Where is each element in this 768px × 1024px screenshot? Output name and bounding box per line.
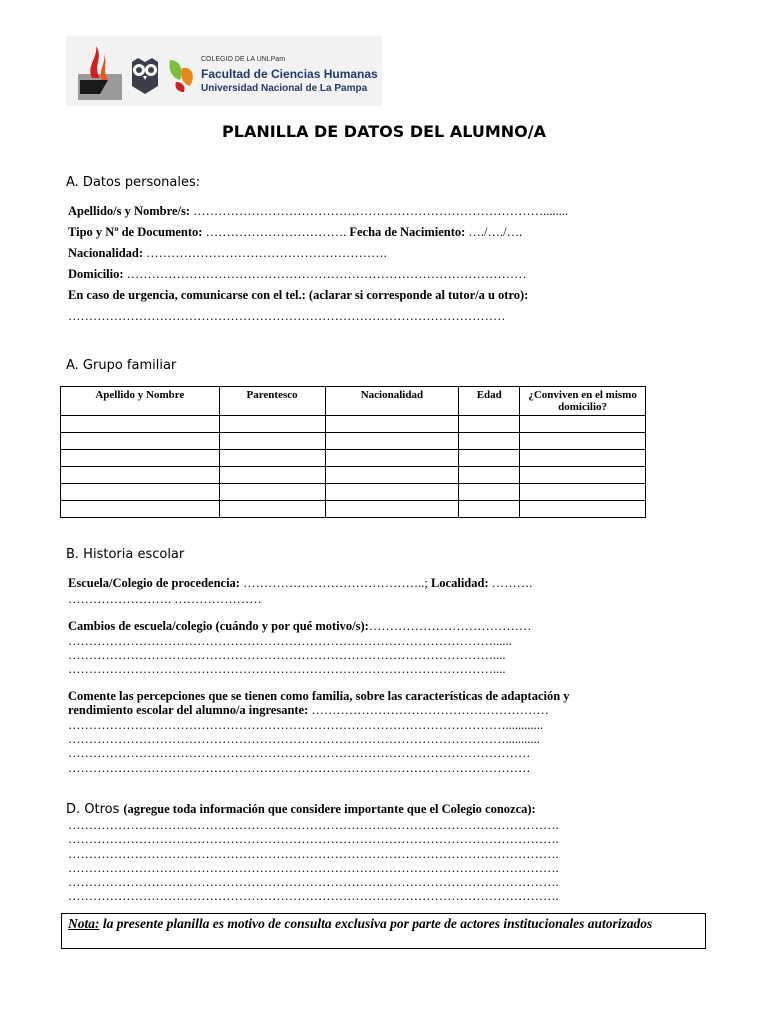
others-heading: D. Otros — [66, 802, 120, 817]
institution-small-label: COLEGIO DE LA UNLPam — [201, 56, 286, 63]
table-cell[interactable] — [520, 501, 646, 518]
table-cell[interactable] — [219, 433, 325, 450]
university-name: Universidad Nacional de La Pampa — [201, 83, 368, 94]
surname-field[interactable]: Apellido/s y Nombre/s: …………………………………………………………………………........ — [68, 204, 569, 218]
others-line[interactable]: ………………………………………………………………………………………………………. — [68, 847, 559, 861]
owl-logo-icon — [128, 56, 162, 94]
table-cell[interactable] — [61, 433, 220, 450]
school-changes-line[interactable]: ………………………………………………………………………………………….... — [68, 662, 506, 676]
nota-text: la presente planilla es motivo de consulta exclusiva por parte de actores institucionales autorizados — [99, 916, 653, 931]
table-row — [61, 433, 646, 450]
others-line[interactable]: ………………………………………………………………………………………………………. — [68, 875, 559, 889]
table-cell[interactable] — [520, 450, 646, 467]
table-row — [61, 467, 646, 484]
table-cell[interactable] — [459, 501, 520, 518]
table-cell[interactable] — [219, 467, 325, 484]
table-row — [61, 501, 646, 518]
table-cell[interactable] — [219, 450, 325, 467]
table-cell[interactable] — [520, 484, 646, 501]
perceptions-line[interactable]: ………………………………………………………………………………………………… — [68, 746, 531, 760]
table-cell[interactable] — [459, 416, 520, 433]
address-field[interactable]: Domicilio: …………………………………………………………………………………… — [68, 267, 527, 281]
table-cell[interactable] — [325, 433, 459, 450]
faculty-name: Facultad de Ciencias Humanas — [201, 67, 378, 81]
table-cell[interactable] — [459, 450, 520, 467]
table-cell[interactable] — [459, 484, 520, 501]
others-line[interactable]: ………………………………………………………………………………………………………. — [68, 861, 559, 875]
table-cell[interactable] — [219, 484, 325, 501]
table-row — [61, 450, 646, 467]
column-header: Apellido y Nombre — [61, 387, 220, 416]
origin-school-continuation[interactable]: ……………………. ………………… — [68, 592, 262, 606]
others-line[interactable]: ………………………………………………………………………………………………………. — [68, 818, 559, 832]
table-cell[interactable] — [325, 484, 459, 501]
perceptions-label: Comente las percepciones que se tienen como familia, sobre las características de adaptación y — [68, 689, 570, 703]
others-heading-row — [66, 800, 536, 818]
table-cell[interactable] — [61, 484, 220, 501]
column-header: Edad — [459, 387, 520, 416]
table-row — [61, 484, 646, 501]
school-changes-line[interactable]: …………………………………………………………………………………………...... — [68, 634, 512, 648]
family-table — [60, 386, 646, 518]
leaf-logo-icon — [166, 56, 196, 94]
table-cell[interactable] — [325, 501, 459, 518]
column-header: Nacionalidad — [325, 387, 459, 416]
page-title: PLANILLA DE DATOS DEL ALUMNO/A — [222, 122, 546, 141]
origin-school-field[interactable]: Escuela/Colegio de procedencia: ……………………………………..; Localidad: ………. — [68, 576, 533, 590]
perceptions-field[interactable]: rendimiento escolar del alumno/a ingresante: ………………………………………………… — [68, 703, 549, 717]
table-row — [61, 416, 646, 433]
table-cell[interactable] — [459, 433, 520, 450]
table-cell[interactable] — [520, 416, 646, 433]
table-cell[interactable] — [325, 416, 459, 433]
school-changes-line[interactable]: ………………………………………………………………………………………….... — [68, 648, 506, 662]
table-header-row — [61, 387, 646, 416]
nota-label: Nota: — [68, 916, 100, 931]
table-cell[interactable] — [61, 467, 220, 484]
table-cell[interactable] — [61, 450, 220, 467]
personal-data-heading: A. Datos personales: — [66, 175, 201, 190]
nationality-field[interactable]: Nacionalidad: …………………………………………………. — [68, 246, 387, 260]
table-cell[interactable] — [520, 433, 646, 450]
others-line[interactable]: ………………………………………………………………………………………………………. — [68, 889, 559, 903]
perceptions-line[interactable]: ……………………………………………………………………………………………........... — [68, 732, 540, 746]
perceptions-line[interactable]: ………………………………………………………………………………………………… — [68, 761, 531, 775]
table-cell[interactable] — [459, 467, 520, 484]
institution-logo-header — [66, 36, 382, 106]
table-cell[interactable] — [219, 501, 325, 518]
school-changes-field[interactable]: Cambios de escuela/colegio (cuándo y por qué motivo/s):………………………………… — [68, 619, 532, 633]
family-group-heading: A. Grupo familiar — [66, 358, 177, 373]
nota-box — [61, 913, 706, 949]
column-header: ¿Conviven en el mismo domicilio? — [520, 387, 646, 416]
table-cell[interactable] — [61, 416, 220, 433]
others-note: (agregue toda información que considere importante que el Colegio conozca): — [123, 802, 536, 816]
document-field[interactable]: Tipo y Nº de Documento: ……………………………. Fecha de Nacimiento: …./…./…. — [68, 225, 523, 239]
emergency-contact-field[interactable]: …………………………………………………………………………………………… — [68, 309, 506, 323]
table-cell[interactable] — [520, 467, 646, 484]
perceptions-line[interactable]: ……………………………………………………………………………………………............ — [68, 718, 543, 732]
table-cell[interactable] — [219, 416, 325, 433]
column-header: Parentesco — [219, 387, 325, 416]
table-cell[interactable] — [61, 501, 220, 518]
flame-logo-icon — [78, 44, 122, 100]
emergency-contact-label: En caso de urgencia, comunicarse con el tel.: (aclarar si corresponde al tutor/a u otro): — [68, 288, 529, 302]
school-history-heading: B. Historia escolar — [66, 547, 185, 562]
others-line[interactable]: ………………………………………………………………………………………………………. — [68, 832, 559, 846]
table-cell[interactable] — [325, 467, 459, 484]
table-cell[interactable] — [325, 450, 459, 467]
